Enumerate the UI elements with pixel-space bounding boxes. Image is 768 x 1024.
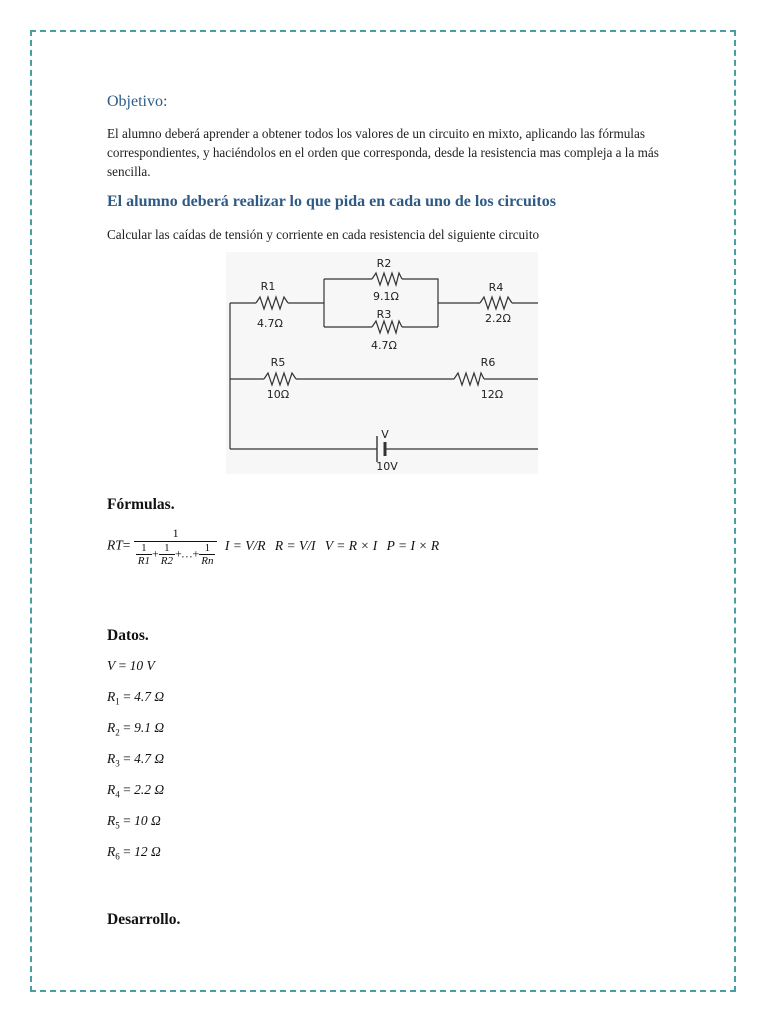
r3-value: 4.7Ω	[371, 339, 397, 352]
datos-item-r4: $R_4 = 2.2$ Ω	[107, 782, 165, 800]
ohm-current: I = V/R	[224, 537, 266, 553]
v-value: 10V	[376, 460, 398, 473]
r4-value: 2.2Ω	[485, 312, 511, 325]
r5-value: 10Ω	[266, 388, 290, 401]
circuit-diagram	[226, 252, 538, 474]
datos-heading: Datos.	[107, 627, 149, 644]
objective-heading: Objetivo:	[107, 93, 168, 110]
v-name: V	[381, 428, 389, 441]
datos-item-v: V = 10 V	[107, 658, 155, 673]
datos-item-r2: $R_2 = 9.1$ Ω	[107, 720, 165, 738]
r1-name: R1	[260, 280, 276, 293]
r5-name: R5	[270, 356, 286, 369]
ohm-voltage: V = R × I	[324, 537, 378, 553]
datos-item-r5: $R_5 = 10$ Ω	[107, 813, 161, 831]
ohm-resistance: R = V/I	[274, 537, 316, 553]
formula-row: RT= 1 $\frac{1}{R1}$ + $\frac{1}{R2}$ +…+ $\frac{1}{Rn}$ I = V/R R = V/I V = R × I P = I × R	[107, 526, 440, 567]
formulas-heading: Fórmulas.	[107, 496, 175, 513]
power-formula: P = I × R	[386, 537, 440, 553]
rt-lhs: RT	[107, 537, 123, 553]
r6-value: 12Ω	[480, 388, 504, 401]
datos-item-r3: $R_3 = 4.7$ Ω	[107, 751, 165, 769]
r6-name: R6	[480, 356, 496, 369]
r2-name: R2	[376, 257, 392, 270]
rt-fraction: 1 $\frac{1}{R1}$ + $\frac{1}{R2}$ +…+ $\frac{1}{Rn}$	[134, 526, 218, 567]
objective-text: El alumno deberá aprender a obtener todos los valores de un circuito en mixto, aplicando las fórmulas correspondientes, y haciéndolos en el orden que corresponda, desde la resistencia mas compleja a la más sencilla.	[107, 126, 659, 179]
datos-item-r1: $R_1 = 4.7$ Ω	[107, 689, 165, 707]
r3-name: R3	[376, 308, 392, 321]
r2-value: 9.1Ω	[373, 290, 399, 303]
desarrollo-heading: Desarrollo.	[107, 911, 181, 928]
task-text: Calcular las caídas de tensión y corriente en cada resistencia del siguiente circuito	[107, 227, 540, 242]
datos-item-r6: $R_6 = 12$ Ω	[107, 844, 161, 862]
instruction-heading: El alumno deberá realizar lo que pida en cada uno de los circuitos	[107, 193, 556, 210]
r4-name: R4	[488, 281, 504, 294]
r1-value: 4.7Ω	[257, 317, 283, 330]
